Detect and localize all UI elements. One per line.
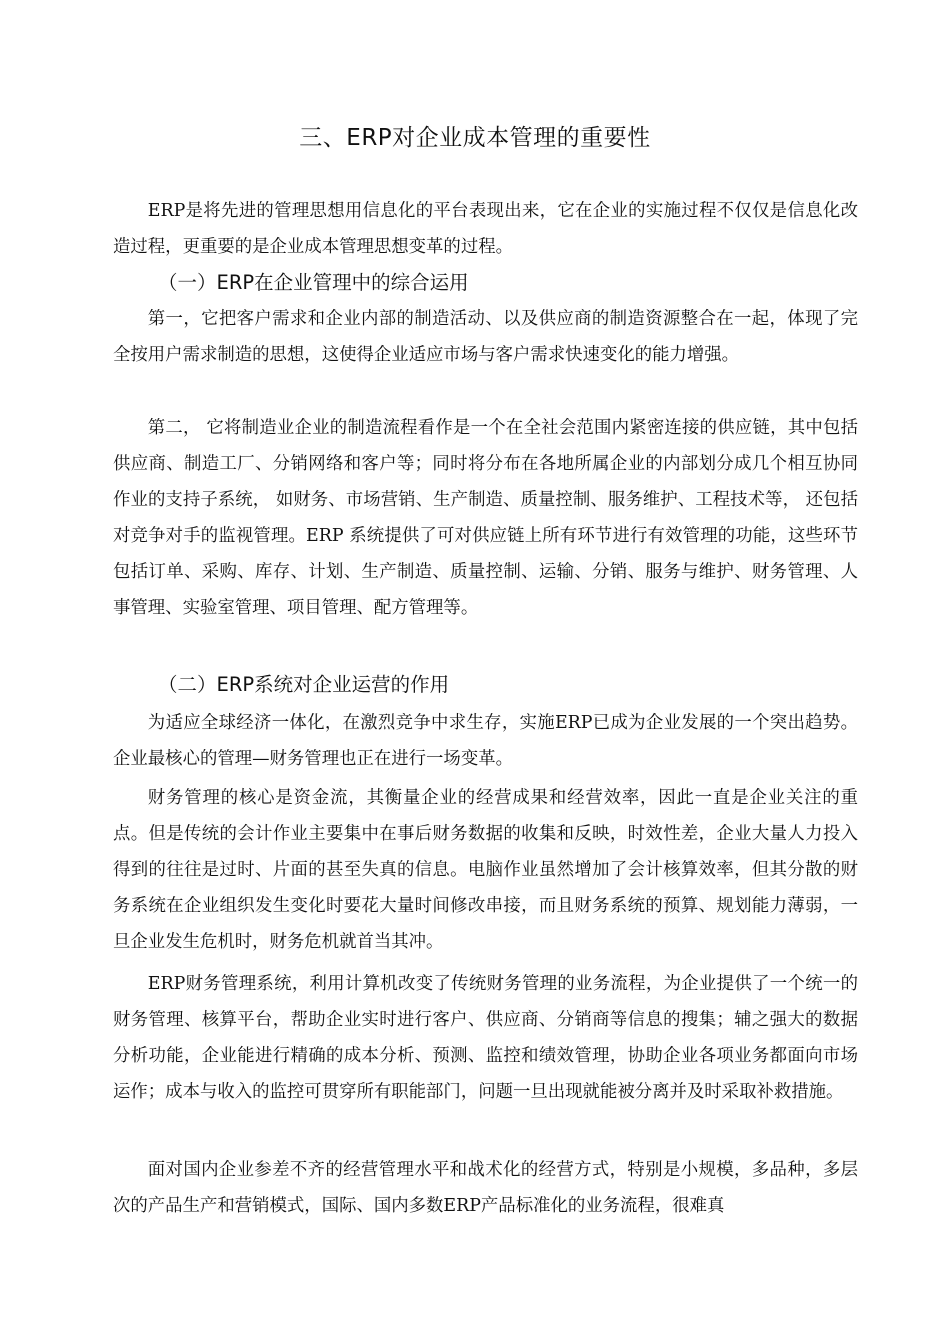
section-1-paragraph-2: 第二， 它将制造业企业的制造流程看作是一个在全社会范围内紧密连接的供应链，其中包括供应商、制造工厂、分销网络和客户等；同时将分布在各地所属企业的内部划分成几个相互协同作业的支持子系统， 如财务、市场营销、生产制造、质量控制、服务维护、工程技术等， 还包括对竞争对手的监视管理。ERP 系统提供了可对供应链上所有环节进行有效管理的功能，这些环节包括订单、采购、库存、计划、生产制造、质量控制、运输、分销、服务与维护、财务管理、人事管理、实验室管理、项目管理、配方管理等。 — [113, 418, 858, 618]
intro-paragraph: ERP是将先进的管理思想用信息化的平台表现出来，它在企业的实施过程不仅仅是信息化改造过程，更重要的是企业成本管理思想变革的过程。 — [113, 201, 858, 257]
section-2-paragraph-3: ERP财务管理系统，利用计算机改变了传统财务管理的业务流程，为企业提供了一个统一的财务管理、核算平台，帮助企业实时进行客户、供应商、分销商等信息的搜集；辅之强大的数据分析功能，企业能进行精确的成本分析、预测、监控和绩效管理，协助企业各项业务都面向市场运作；成本与收入的监控可贯穿所有职能部门，问题一旦出现就能被分离并及时采取补救措施。 — [113, 974, 858, 1102]
page-title: 三、ERP对企业成本管理的重要性 — [299, 125, 651, 151]
section-1-paragraph-1: 第一，它把客户需求和企业内部的制造活动、以及供应商的制造资源整合在一起，体现了完全按用户需求制造的思想，这使得企业适应市场与客户需求快速变化的能力增强。 — [113, 309, 858, 365]
section-2-paragraph-4: 面对国内企业参差不齐的经营管理水平和战术化的经营方式，特别是小规模，多品种，多层次的产品生产和营销模式，国际、国内多数ERP产品标准化的业务流程，很难真 — [113, 1160, 858, 1216]
section-2-paragraph-1: 为适应全球经济一体化，在激烈竞争中求生存，实施ERP已成为企业发展的一个突出趋势。企业最核心的管理—财务管理也正在进行一场变革。 — [113, 713, 858, 769]
section-1-heading: （一）ERP在企业管理中的综合运用 — [158, 271, 469, 294]
section-2-heading: （二）ERP系统对企业运营的作用 — [158, 673, 450, 696]
section-2-paragraph-2: 财务管理的核心是资金流，其衡量企业的经营成果和经营效率，因此一直是企业关注的重点。但是传统的会计作业主要集中在事后财务数据的收集和反映，时效性差，企业大量人力投入得到的往往是过时、片面的甚至失真的信息。电脑作业虽然增加了会计核算效率，但其分散的财务系统在企业组织发生变化时要花大量时间修改串接，而且财务系统的预算、规划能力薄弱，一旦企业发生危机时，财务危机就首当其冲。 — [113, 788, 858, 952]
